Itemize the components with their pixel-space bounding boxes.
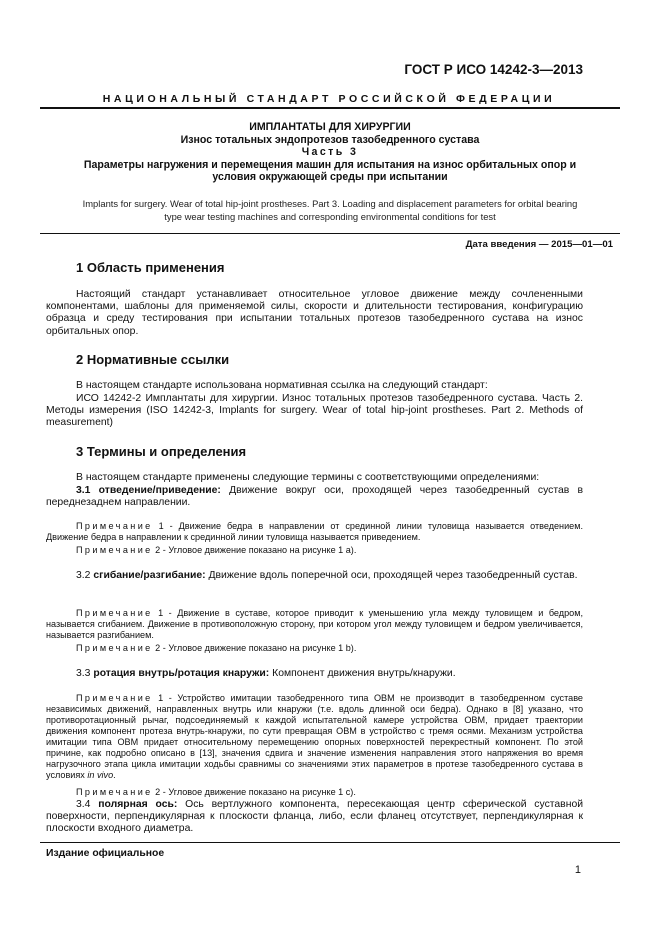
note-label: Примечание: [76, 608, 153, 618]
section-2-paragraph-2: ИСО 14242-2 Имплантаты для хирургии. Износ тотальных протезов тазобедренного сустава. Часть 2. Методы измерения (ISO 14242-3, Implants for surgery. Wear of total hip-joint prostheses. Part 2. Methods of measurement): [46, 393, 583, 429]
term-3-2-term: сгибание/разгибание:: [93, 570, 206, 581]
title-desc-1: Параметры нагружения и перемещения машин для испытания на износ орбитальных опор и: [83, 158, 577, 171]
term-3-1-number: 3.1: [76, 485, 91, 496]
note-number: 1 -: [158, 693, 172, 703]
note-3-1-1: [46, 521, 583, 543]
note-number: 2 -: [155, 545, 166, 555]
note-text: Движение бедра в направлении от срединной линии туловища называется отведением. Движение бедра в направлении к срединной линии туловища называется приведением.: [46, 521, 583, 542]
section-1-paragraph: Настоящий стандарт устанавливает относительное угловое движение между сочлененными компонентами, шаблоны для применяемой силы, скорости и длительности тестирования, конфигурацию образца и среду тестирования при испытании тотальных протезов тазобедренного сустава на износ орбитальных опор.: [46, 289, 583, 337]
note-label: Примечание: [76, 643, 153, 653]
note-number: 2 -: [155, 787, 166, 797]
english-title: [40, 198, 620, 223]
note-text: Угловое движение показано на рисунке 1 b).: [168, 643, 357, 653]
top-rule: [40, 107, 620, 109]
note-label: Примечание: [76, 545, 153, 555]
page-number: 1: [574, 864, 581, 876]
intro-date: Дата введения — 2015—01—01: [465, 239, 613, 250]
note-3-3-1: Примечание 1 - Устройство имитации тазобедренного типа ОВМ не производит в тазобедренном суставе независимых движений, направленных внутрь или кнаружи (т.е. вдоль длинной оси бедра). Однако в [8] указано, что противоротационный рычаг, подсоединяемый к каждой испытательной камере устройства ОВМ, придает траектории движения компонент протеза внутрь-кнаружи, по сути превращая ОВМ в устройство с тремя осями. Механизм устройства имитации типа ОВМ придает относительному перемещению опорных поверхностей перекрестный компонент. По этой причине, как подробно описано в [13], значения сдвига и значение изменения направления этого напряжения во время нагрузочного этапа цикла имитации ходьбы сравнимы со значениями этих параметров в протезе тазобедренного сустава в условиях in vivo.: [46, 693, 583, 780]
section-3-heading: 3 Термины и определения: [76, 444, 247, 459]
national-standard-banner: НАЦИОНАЛЬНЫЙ СТАНДАРТ РОССИЙСКОЙ ФЕДЕРАЦИИ: [102, 93, 556, 105]
note-3-2-1: [46, 608, 583, 641]
official-edition-label: Издание официальное: [46, 848, 165, 859]
note-text: Угловое движение показано на рисунке 1 с).: [168, 787, 356, 797]
note-text: Устройство имитации тазобедренного типа ОВМ не производит в тазобедренном суставе независимых движений, направленных внутрь или кнаружи (т.е. вдоль длинной оси бедра). Однако в [8] указано, что противоротационный рычаг, подсоединяемый к каждой испытательной камере устройства ОВМ, придает траектории движения компонент протеза внутрь-кнаружи, по сути превращая ОВМ в устройство с тремя осями. Механизм устройства имитации типа ОВМ придает относительному перемещению опорных поверхностей перекрестный компонент. По этой причине, как подробно описано в [13], значения сдвига и значение изменения направления этого напряжения во время нагрузочного этапа цикла имитации ходьбы сравнимы со значениями этих параметров в протезе тазобедренного сустава в условиях: [46, 693, 583, 780]
term-3-2-number: 3.2: [76, 570, 91, 581]
term-3-4-term: полярная ось:: [98, 799, 178, 810]
bottom-rule: [40, 842, 620, 843]
note-text: Движение в суставе, которое приводит к уменьшению угла между туловищем и бедром, называется сгибанием. Движение в противоположную сторону, при котором угол между туловищем и бедром увеличивается, называется разгибанием.: [46, 608, 583, 640]
title-main: ИМПЛАНТАТЫ ДЛЯ ХИРУРГИИ: [249, 121, 411, 133]
gost-code: ГОСТ Р ИСО 14242-3—2013: [404, 62, 583, 77]
english-title-1: Implants for surgery. Wear of total hip-joint prostheses. Part 3. Loading and displacement parameters for orbital bearing: [82, 198, 578, 209]
note-number: 1 -: [158, 521, 173, 531]
section-2-heading: 2 Нормативные ссылки: [76, 352, 230, 367]
term-3-1: [46, 485, 583, 509]
section-2-paragraph-1: В настоящем стандарте использована нормативная ссылка на следующий стандарт:: [76, 380, 488, 391]
note-number: 2 -: [155, 643, 166, 653]
title-sub: Износ тотальных эндопротезов тазобедренного сустава: [180, 133, 480, 146]
note-3-2-2: [46, 643, 583, 654]
term-3-4-definition: Ось вертлужного компонента, пересекающая центр сферической суставной поверхности, перпендикулярная к плоскости фланца, либо, если фланец отсутствует, перпендикулярная к плоскости входного диаметра.: [46, 799, 584, 835]
term-3-3: [46, 668, 583, 680]
note-label: Примечание: [76, 787, 153, 797]
term-3-1-term: отведение/приведение:: [98, 485, 221, 496]
mid-rule: [40, 233, 620, 234]
title-part: Часть 3: [301, 146, 359, 158]
note-label: Примечание: [76, 693, 153, 703]
term-3-3-number: 3.3: [76, 668, 91, 679]
note-number: 1 -: [158, 608, 172, 618]
term-3-3-definition: Компонент движения внутрь/кнаружи.: [272, 668, 456, 679]
term-3-1-definition: Движение вокруг оси, проходящей через тазобедренный сустав в переднезаднем направлении.: [46, 485, 584, 509]
term-3-4: [46, 799, 583, 836]
term-3-4-number: 3.4: [76, 799, 91, 810]
title-block: [40, 121, 620, 184]
term-3-2-definition: Движение вдоль поперечной оси, проходящей через тазобедренный сустав.: [208, 570, 578, 581]
term-3-2: [46, 570, 583, 582]
note-3-3-2: [46, 787, 583, 798]
note-3-1-2: [46, 545, 583, 556]
note-text: Угловое движение показано на рисунке 1 а).: [168, 545, 357, 555]
english-title-2: type wear testing machines and corresponding environmental conditions for test: [164, 210, 496, 222]
note-italic-term: in vivo: [87, 770, 114, 780]
section-1-heading: 1 Область применения: [76, 260, 225, 275]
term-3-3-term: ротация внутрь/ротация кнаружи:: [93, 668, 270, 679]
section-3-intro: В настоящем стандарте применены следующие термины с соответствующими определениями:: [76, 472, 540, 483]
note-label: Примечание: [76, 521, 153, 531]
title-desc-2: условия окружающей среды при испытании: [212, 171, 448, 183]
